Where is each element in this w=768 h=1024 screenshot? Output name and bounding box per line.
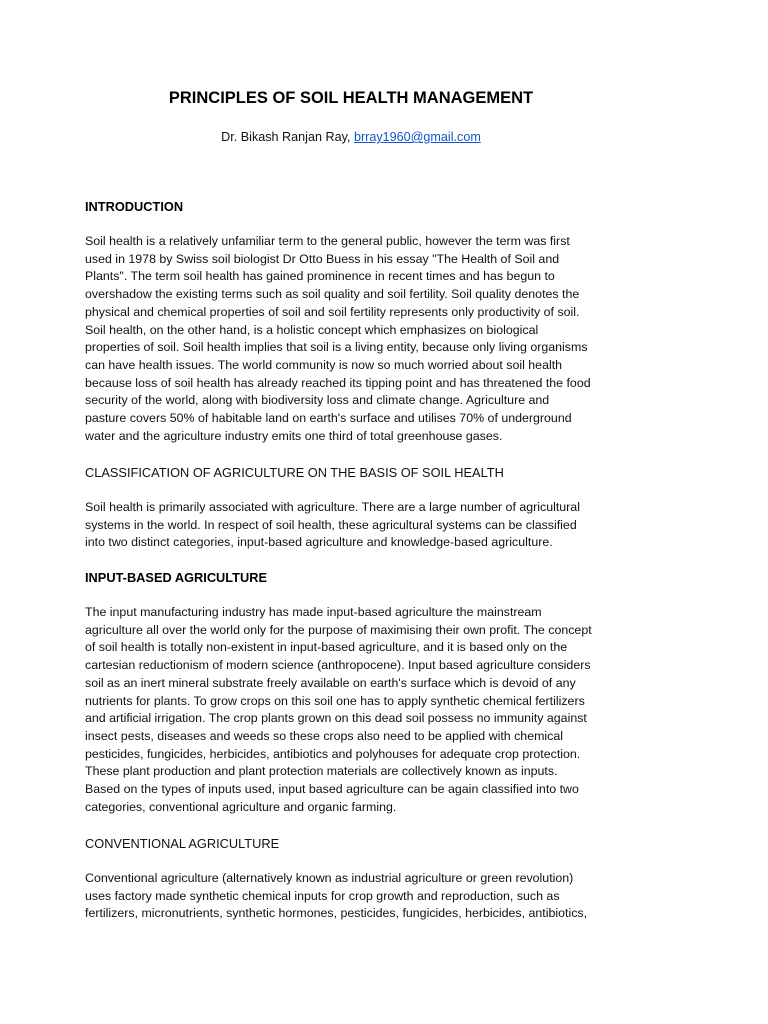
paragraph-line: Soil health, on the other hand, is a holistic concept which emphasizes on biological [85,322,539,337]
paragraph-line: security of the world, along with biodiversity loss and climate change. Agriculture and [85,393,550,408]
section-heading-classification: CLASSIFICATION OF AGRICULTURE ON THE BASIS OF SOIL HEALTH [85,465,504,480]
section-paragraph-input-based [85,604,625,816]
paragraph-line: into two distinct categories, input-based agriculture and knowledge-based agriculture. [85,535,553,550]
paragraph-line: of soil health is totally non-existent in input-based agriculture, and it is based only on the [85,640,568,655]
paragraph-line: agriculture all over the world only for the purpose of maximising their own profit. The concept [85,622,592,637]
section-heading-input-based: INPUT-BASED AGRICULTURE [85,570,267,585]
paragraph-line: Soil health is a relatively unfamiliar term to the general public, however the term was first [85,234,570,248]
paragraph-line: overshadow the existing terms such as soil quality and soil fertility. Soil quality denotes the [85,287,580,302]
paragraph-line: can have health issues. The world community is now so much worried about soil health [85,357,563,372]
section-heading-conventional: CONVENTIONAL AGRICULTURE [85,836,280,851]
section-heading-introduction: INTRODUCTION [85,199,184,214]
paragraph-line: properties of soil. Soil health implies that soil is a living entity, because only living organisms [85,340,588,355]
paragraph-line: nutrients for plants. To grow crops on this soil one has to apply synthetic chemical fertilizers [85,693,585,708]
paragraph-line: Based on the types of inputs used, input based agriculture can be again classified into two [85,782,579,797]
paragraph-line: categories, conventional agriculture and organic farming. [85,799,397,814]
paragraph-line: because loss of soil health has already reached its tipping point and has threatened the food [85,375,591,390]
author-line [85,128,617,146]
paragraph-line: cartesian reductionism of modern science (anthropocene). Input based agriculture considers [85,658,591,673]
paragraph-line: physical and chemical properties of soil and soil fertility represents only productivity of soil. [85,304,580,319]
paragraph-line: Soil health is primarily associated with agriculture. There are a large number of agricultural [85,500,580,514]
document-title: PRINCIPLES OF SOIL HEALTH MANAGEMENT [168,89,534,107]
paragraph-line: insect pests, diseases and weeds so these crops also need to be applied with chemical [85,728,564,743]
paragraph-line: pasture covers 50% of habitable land on earth's surface and utilises 70% of underground [85,411,572,426]
section-paragraph-introduction [85,233,625,445]
paragraph-line: water and the agriculture industry emits one third of total greenhouse gases. [85,428,503,443]
author-name: Dr. Bikash Ranjan Ray, [221,130,354,144]
paragraph-line: and artificial irrigation. The crop plants grown on this dead soil possess no immunity against [85,711,587,726]
paragraph-line: Plants". The term soil health has gained prominence in recent times and has begun to [85,269,555,284]
paragraph-line: used in 1978 by Swiss soil biologist Dr Otto Buess in his essay "The Health of Soil and [85,251,560,266]
paragraph-line: systems in the world. In respect of soil health, these agricultural systems can be classified [85,517,577,532]
paragraph-line: uses factory made synthetic chemical inputs for crop growth and reproduction, such as [85,888,560,903]
paragraph-line: The input manufacturing industry has made input-based agriculture the mainstream [85,605,542,619]
author-email-link[interactable]: brray1960@gmail.com [353,130,481,144]
section-paragraph-classification [85,499,625,552]
paragraph-line: soil as an inert mineral substrate freely available on earth's surface which is devoid of any [85,675,576,690]
paragraph-line: These plant production and plant protection materials are collectively known as inputs. [85,764,558,779]
section-paragraph-conventional [85,870,625,923]
paragraph-line: fertilizers, micronutrients, synthetic hormones, pesticides, fungicides, herbicides, antibiotics, [85,906,588,921]
paragraph-line: Conventional agriculture (alternatively known as industrial agriculture or green revolution) [85,871,574,885]
paragraph-line: pesticides, fungicides, herbicides, antibiotics and polyhouses for adequate crop protection. [85,746,581,761]
